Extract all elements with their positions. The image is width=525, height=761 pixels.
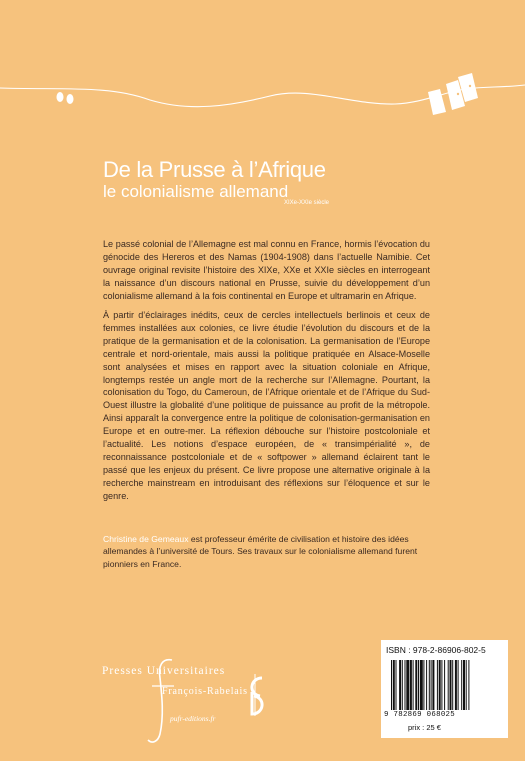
- collection-logo-icon: [244, 672, 268, 718]
- publisher-website: pufr-editions.fr: [170, 714, 216, 723]
- book-title: De la Prusse à l’Afrique: [103, 157, 326, 182]
- publisher-name-line-1: Presses Universitaires: [102, 665, 226, 677]
- author-bio: [103, 533, 443, 570]
- oval-shapes-left: [57, 92, 74, 104]
- isbn-label: ISBN : 978-2-86906-802-5: [386, 645, 486, 655]
- barcode-icon: [389, 660, 501, 712]
- publisher-name-line-2: François-Rabelais: [162, 686, 248, 697]
- barcode-digits: 9 782869 068025: [384, 711, 456, 719]
- barcode-panel: [381, 640, 508, 738]
- decorative-wave: [0, 0, 525, 140]
- publisher-logo: [100, 656, 260, 746]
- price-label: prix : 25 €: [408, 723, 441, 732]
- title-block: [103, 158, 433, 201]
- blurb-paragraph-2: À partir d’éclairages inédits, ceux de cercles intellectuels berlinois et ceux de femmes installées aux colonies, ce livre étudie l’évolution du discours et de la pratique de la germanisation et de la colonisation. La germanisation de l’Europe centrale et nord-orientale, mais aussi la politique pratiquée en Alsace-Moselle sont analysées et mises en rapport avec la situation coloniale en Afrique, longtemps restée un angle mort de la recherche sur l’Allemagne. Pourtant, la colonisation du Togo, du Cameroun, de l’Afrique orientale et de l’Afrique du Sud-Ouest illustre la globalité d’une politique de puissance au profit de la métropole. Ainsi apparaît la convergence entre la politique de colonisation-germanisation en Europe et en outre-mer. La réflexion débouche sur l’histoire postcoloniale et l’actualité. Les notions d’espace européen, de « transimpérialité », de reconnaissance postcoloniale et de « softpower » allemand éclairent tant le passé que les enjeux du présent. Ce livre propose une alternative originale à la recherche mainstream en introduisant des réflexions sur l’éloquence et sur le genre.: [103, 310, 430, 501]
- book-subtitle: le colonialisme allemand: [103, 182, 289, 201]
- author-bio-text: est professeur émérite de civilisation et histoire des idées allemandes à l’université de Tours. Ses travaux sur le colonialisme allemand furent pionniers en France.: [103, 534, 418, 569]
- back-cover-blurb: [103, 238, 430, 509]
- blurb-paragraph-1: Le passé colonial de l’Allemagne est mal connu en France, hormis l’évocation du génocide des Hereros et des Namas (1904-1908) dans l’actuelle Namibie. Cet ouvrage original revisite l’histoire des XIXe, XXe et XXIe siècles en interrogeant la naissance d’un discours national en Prusse, suivie du développement d’un colonialisme allemand à la fois continental en Europe et ultramarin en Afrique.: [103, 239, 430, 301]
- book-period: XIXe-XXIe siècle: [284, 200, 330, 206]
- author-name: Christine de Gemeaux: [103, 534, 189, 544]
- block-shapes-right: [428, 73, 478, 115]
